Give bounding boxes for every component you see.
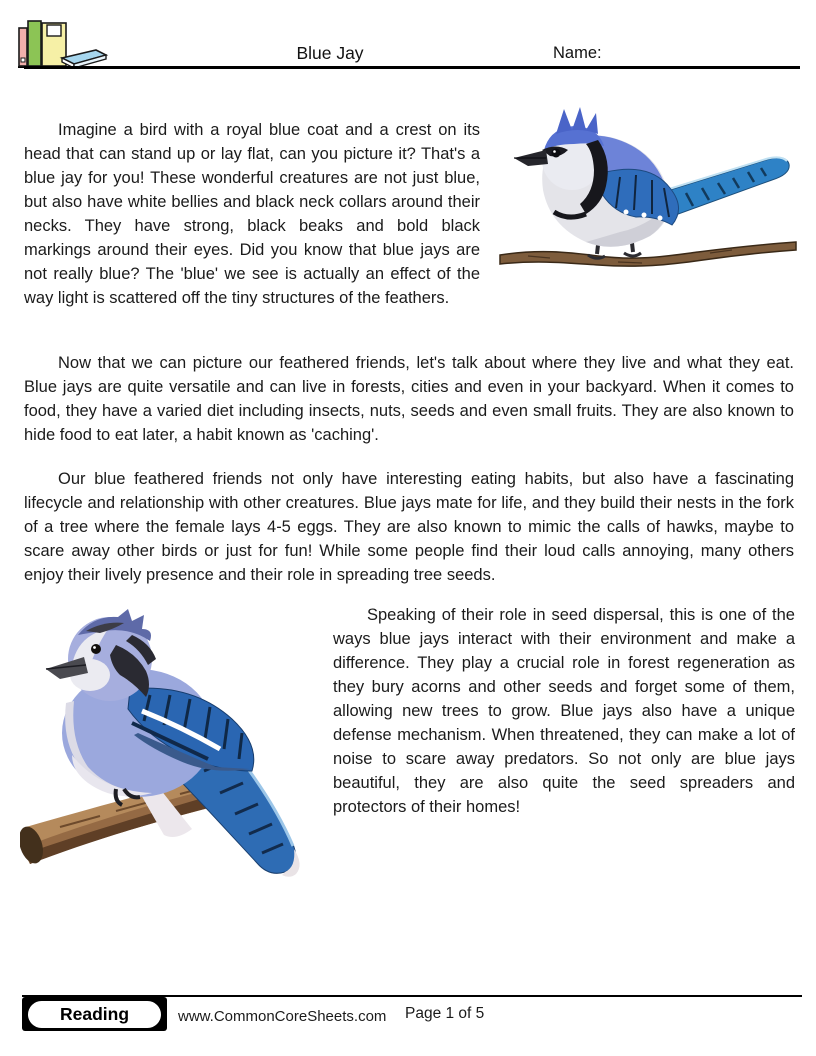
paragraph-4: Speaking of their role in seed dispersal, this is one of the ways blue jays interact with their environment and make a difference. They play a crucial role in forest regeneration as they bury acorns and other seeds and forget some of them, allowing new trees to grow. Blue jays also have a unique defense mechanism. When threatened, they can make a lot of noise to scare away predators. So not only are blue jays beautiful, they are also quite the seed spreaders and protectors of their homes! — [333, 605, 795, 816]
website-url: www.CommonCoreSheets.com — [178, 1008, 387, 1025]
paragraph-2: Now that we can picture our feathered friends, let's talk about where they live and what they eat. Blue jays are quite versatile and can live in forests, cities and even in your backyard. When it comes to food, they have a varied diet including insects, nuts, seeds and even small fruits. They are also known to hide food to eat later, a habit known as 'caching'. — [24, 353, 794, 444]
blue-jay-image-2 — [20, 583, 332, 883]
paragraph-3: Our blue feathered friends not only have interesting eating habits, but also have a fascinating lifecycle and relationship with other creatures. Blue jays mate for life, and they build their nests in the fork of a tree where the female lays 4-5 eggs. They are also known to mimic the calls of hawks, maybe to scare away other birds or just for fun! While some people find their loud calls annoying, many others enjoy their lively presence and their role in spreading tree seeds. — [24, 469, 794, 584]
header-rule — [24, 66, 800, 69]
blue-jay-image-1 — [498, 98, 798, 283]
reading-badge-label: Reading — [28, 1001, 161, 1028]
books-logo-icon — [16, 12, 112, 70]
name-label: Name: — [553, 44, 602, 62]
reading-badge — [22, 997, 167, 1031]
page-title: Blue Jay — [296, 43, 364, 63]
page-number: Page 1 of 5 — [405, 1005, 485, 1022]
paragraph-1: Imagine a bird with a royal blue coat and a crest on its head that can stand up or lay flat, can you picture it? That's a blue jay for you! These wonderful creatures are not just blue, but also have white bellies and black neck collars around their necks. They have strong, black beaks and bold black markings around their eyes. Did you know that blue jays are not really blue? The 'blue' we see is actually an effect of the way light is scattered off the tiny structures of the feathers. — [24, 120, 480, 307]
